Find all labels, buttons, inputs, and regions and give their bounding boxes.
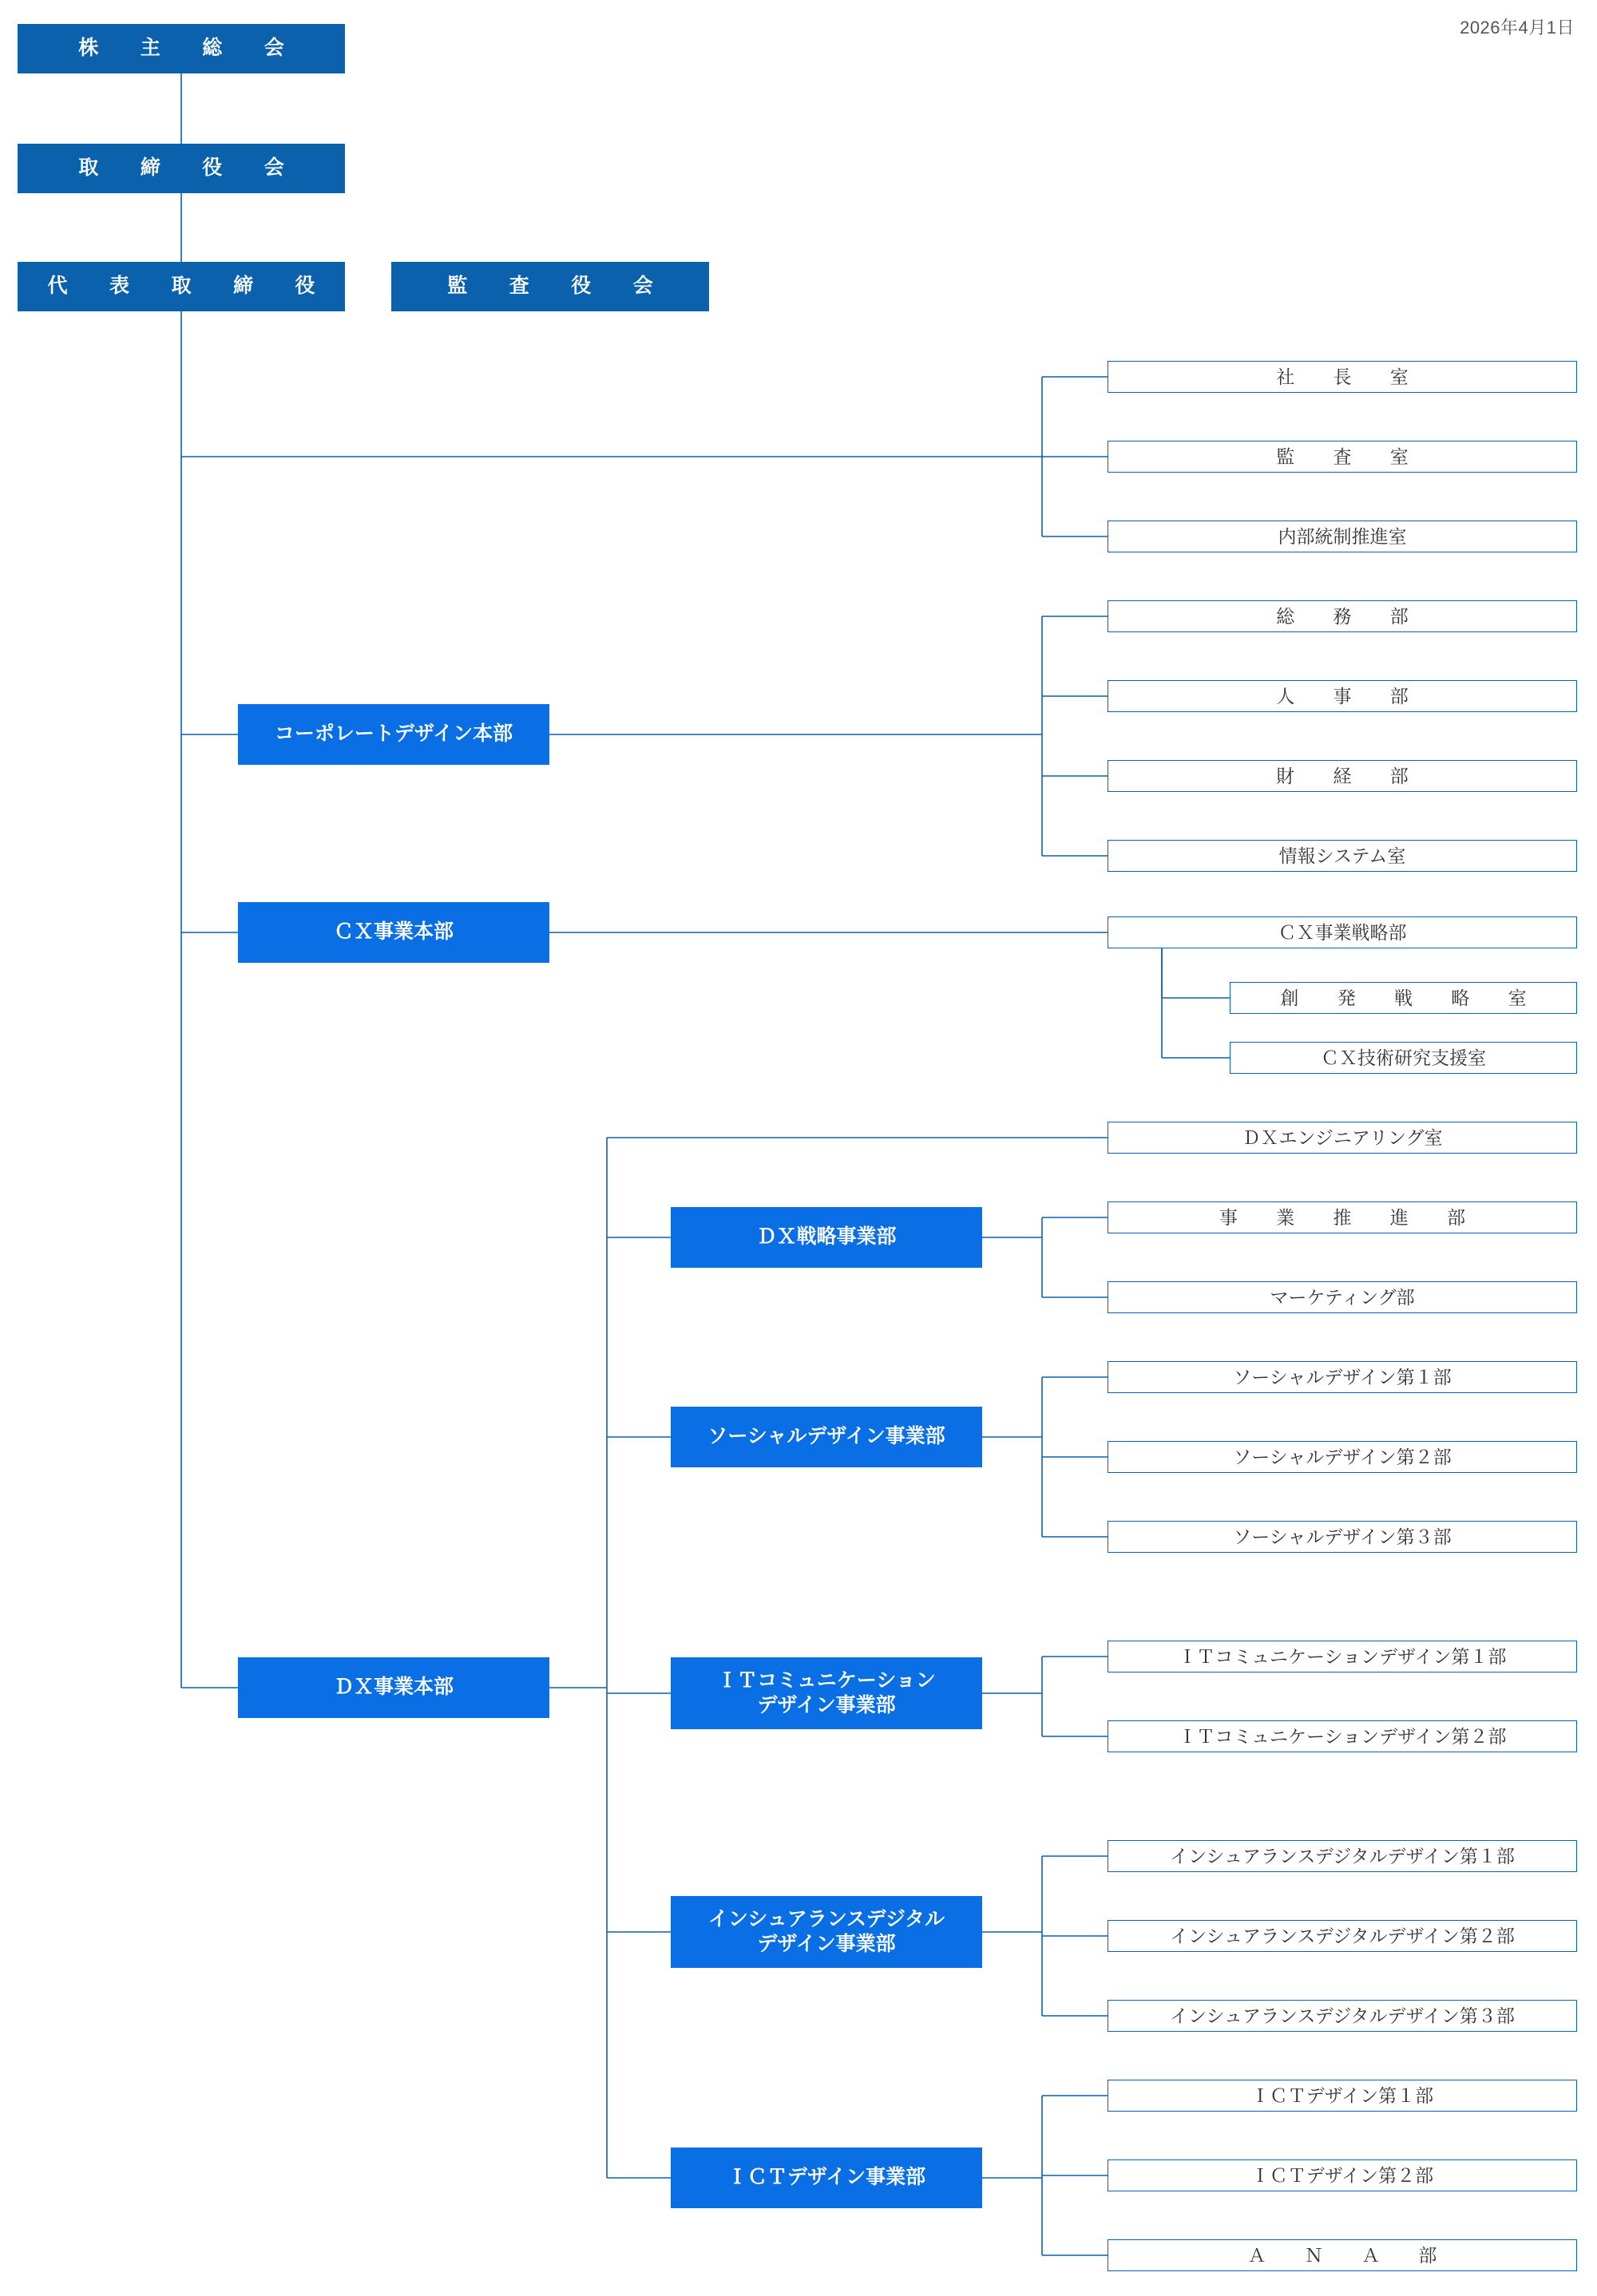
org-node	[18, 262, 345, 311]
org-node	[1108, 840, 1577, 872]
org-node	[1108, 2159, 1577, 2191]
org-node	[671, 2148, 982, 2208]
org-node-label: コーポレートデザイン本部	[274, 722, 513, 746]
org-node	[1108, 361, 1577, 393]
org-node	[1108, 680, 1577, 712]
org-node-label: ソーシャルデザイン第３部	[1233, 1526, 1452, 1547]
org-node	[391, 262, 709, 311]
org-node	[671, 1896, 982, 1968]
org-node-label: インシュアランスデジタル デザイン事業部	[707, 1907, 945, 1955]
org-node-label: ＩＴコミュニケーションデザイン第２部	[1178, 1725, 1507, 1747]
org-node	[1230, 1042, 1577, 1074]
org-node-label: 総 務 部	[1276, 605, 1419, 627]
org-node	[671, 1407, 982, 1467]
org-node-label: 内部統制推進室	[1278, 525, 1407, 547]
org-node	[1108, 1521, 1577, 1553]
org-node	[1108, 1201, 1577, 1233]
org-node-label: 取 締 役 会	[78, 156, 295, 180]
date-label: 2026年4月1日	[1460, 18, 1575, 38]
org-node-label: 人 事 部	[1276, 685, 1419, 707]
org-node-label: ＩＣＴデザイン事業部	[727, 2166, 926, 2189]
org-node	[238, 704, 549, 765]
org-node	[1108, 1720, 1577, 1752]
org-node-label: 監 査 役 会	[447, 275, 664, 298]
org-node	[671, 1207, 982, 1268]
org-node	[1108, 1441, 1577, 1473]
org-node-label: ソーシャルデザイン第１部	[1233, 1366, 1452, 1387]
org-node	[18, 144, 345, 193]
org-node	[1108, 2000, 1577, 2032]
org-node	[1108, 1840, 1577, 1872]
org-node	[1108, 600, 1577, 632]
org-node-label: ＣＸ技術研究支援室	[1321, 1047, 1486, 1068]
org-node-label: 財 経 部	[1276, 765, 1419, 786]
org-node-label: ＤＸエンジニアリング室	[1242, 1126, 1443, 1148]
org-node	[238, 902, 549, 963]
org-node-label: ＩＣＴデザイン第２部	[1250, 2164, 1434, 2186]
org-node-label: ソーシャルデザイン事業部	[707, 1425, 945, 1448]
org-node	[238, 1657, 549, 1718]
org-node-label: 事 業 推 進 部	[1219, 1206, 1476, 1228]
org-node-label: ソーシャルデザイン第２部	[1233, 1446, 1452, 1467]
org-node	[1108, 521, 1577, 552]
org-node	[1108, 916, 1577, 948]
org-node-label: マーケティング部	[1270, 1286, 1415, 1308]
org-node-label: ＩＴコミュニケーションデザイン第１部	[1178, 1645, 1507, 1667]
org-node-label: 株 主 総 会	[78, 37, 295, 60]
org-node-label: ＣＸ事業本部	[333, 920, 454, 944]
org-node	[1108, 441, 1577, 473]
org-node-label: 代 表 取 締 役	[47, 275, 327, 298]
org-node-label: 監 査 室	[1276, 445, 1419, 467]
org-node-label: ＩＣＴデザイン第１部	[1250, 2084, 1434, 2106]
org-node	[1108, 2239, 1577, 2271]
org-node-label: インシュアランスデジタルデザイン第１部	[1170, 1845, 1515, 1866]
org-node-label: 創 発 戦 略 室	[1280, 987, 1537, 1008]
org-node	[671, 1657, 982, 1729]
org-node-label: 情報システム室	[1278, 845, 1406, 866]
org-node-label: インシュアランスデジタルデザイン第３部	[1170, 2005, 1515, 2026]
org-node	[1108, 760, 1577, 792]
org-node-label: Ａ Ｎ Ａ 部	[1247, 2244, 1448, 2266]
org-node-label: ＤＸ戦略事業部	[756, 1225, 897, 1249]
org-node	[1230, 982, 1577, 1014]
org-node	[1108, 1920, 1577, 1952]
org-node	[1108, 1361, 1577, 1393]
org-node-label: 社 長 室	[1276, 366, 1419, 387]
org-node	[1108, 2080, 1577, 2112]
org-node	[1108, 1641, 1577, 1673]
org-node-label: ＣＸ事業戦略部	[1278, 921, 1407, 943]
org-node	[1108, 1281, 1577, 1313]
org-node	[1108, 1122, 1577, 1154]
org-node-label: インシュアランスデジタルデザイン第２部	[1170, 1925, 1515, 1946]
org-node-label: ＩＴコミュニケーション デザイン事業部	[717, 1669, 936, 1716]
org-node-label: ＤＸ事業本部	[333, 1676, 454, 1699]
org-node	[18, 24, 345, 73]
